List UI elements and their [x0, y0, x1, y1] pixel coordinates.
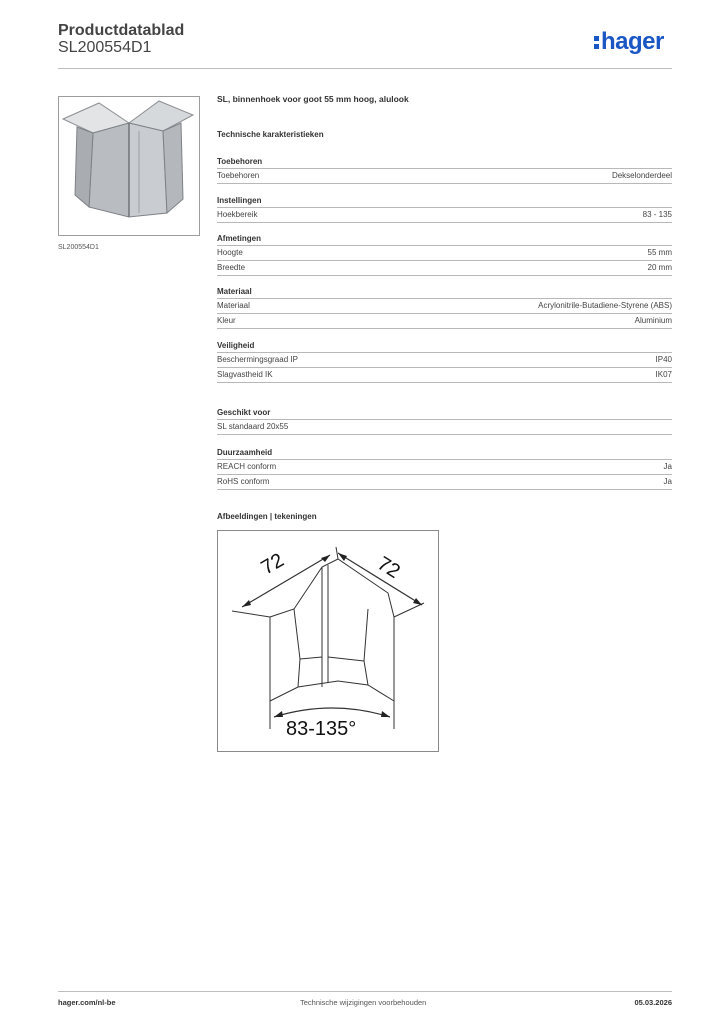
- footer-website: hager.com/nl-be: [58, 998, 116, 1007]
- thumbnail-caption: SL200554D1: [58, 244, 99, 251]
- spec-row: [217, 260, 672, 276]
- spec-label: Breedte: [217, 263, 246, 272]
- spec-row: [217, 313, 672, 329]
- page-title: Productdatablad: [58, 22, 185, 39]
- spec-row: [217, 207, 672, 223]
- spec-value: 83 - 135: [642, 210, 672, 219]
- spec-row: [217, 352, 672, 367]
- spec-row: [217, 459, 672, 474]
- specs-heading: Technische karakteristieken: [217, 130, 324, 139]
- spec-row: [217, 367, 672, 383]
- angle-range-label: 83-135°: [286, 718, 357, 740]
- spec-label: Kleur: [217, 316, 236, 325]
- spec-row: [217, 474, 672, 490]
- spec-row: [217, 298, 672, 313]
- spec-value: IK07: [655, 370, 672, 379]
- footer-date: 05.03.2026: [634, 998, 672, 1007]
- spec-value: Acrylonitrile-Butadiene-Styrene (ABS): [538, 301, 672, 310]
- group-heading: Materiaal: [217, 287, 252, 296]
- dimension-right-label: 72: [373, 552, 404, 584]
- spec-value: Ja: [663, 477, 672, 486]
- group-heading: Geschikt voor: [217, 408, 271, 417]
- spec-row: [217, 168, 672, 184]
- spec-group-toebehoren: [217, 157, 672, 184]
- spec-label: RoHS conform: [217, 477, 270, 486]
- spec-group-duurzaamheid: [217, 448, 672, 490]
- hager-logo: [594, 28, 664, 56]
- spec-label: REACH conform: [217, 462, 277, 471]
- spec-label: SL standaard 20x55: [217, 422, 289, 431]
- spec-row: [217, 245, 672, 260]
- spec-value: Ja: [663, 462, 672, 471]
- group-heading: Toebehoren: [217, 157, 263, 166]
- logo-wordmark: hager: [601, 28, 664, 55]
- spec-value: 20 mm: [647, 263, 672, 272]
- spec-value: IP40: [655, 355, 672, 364]
- product-title: SL, binnenhoek voor goot 55 mm hoog, alulook: [217, 94, 409, 104]
- technical-drawing: [217, 530, 439, 752]
- spec-label: Toebehoren: [217, 171, 260, 180]
- spec-label: Slagvastheid IK: [217, 370, 273, 379]
- spec-group-veiligheid: [217, 341, 672, 383]
- group-heading: Duurzaamheid: [217, 448, 273, 457]
- footer-divider: [58, 991, 672, 992]
- spec-label: Hoekbereik: [217, 210, 258, 219]
- spec-value: Dekselonderdeel: [611, 171, 672, 180]
- spec-value: 55 mm: [647, 248, 672, 257]
- group-heading: Instellingen: [217, 196, 262, 205]
- spec-group-afmetingen: [217, 234, 672, 276]
- inside-corner-product-image: [59, 97, 199, 235]
- spec-value: Aluminium: [634, 316, 672, 325]
- product-thumbnail: [58, 96, 200, 236]
- spec-label: Hoogte: [217, 248, 243, 257]
- dimension-left-label: 72: [257, 549, 288, 580]
- spec-label: Beschermingsgraad IP: [217, 355, 298, 364]
- spec-group-geschikt-voor: [217, 408, 672, 435]
- group-heading: Veiligheid: [217, 341, 255, 350]
- product-code: SL200554D1: [58, 39, 152, 56]
- spec-group-instellingen: [217, 196, 672, 223]
- footer-disclaimer: Technische wijzigingen voorbehouden: [300, 998, 427, 1007]
- spec-group-materiaal: [217, 287, 672, 329]
- drawings-heading: Afbeeldingen | tekeningen: [217, 512, 317, 521]
- group-heading: Afmetingen: [217, 234, 261, 243]
- header-divider: [58, 68, 672, 69]
- spec-label: Materiaal: [217, 301, 250, 310]
- logo-dots-icon: [594, 36, 599, 49]
- dimension-drawing: [218, 531, 438, 751]
- spec-row: [217, 419, 672, 435]
